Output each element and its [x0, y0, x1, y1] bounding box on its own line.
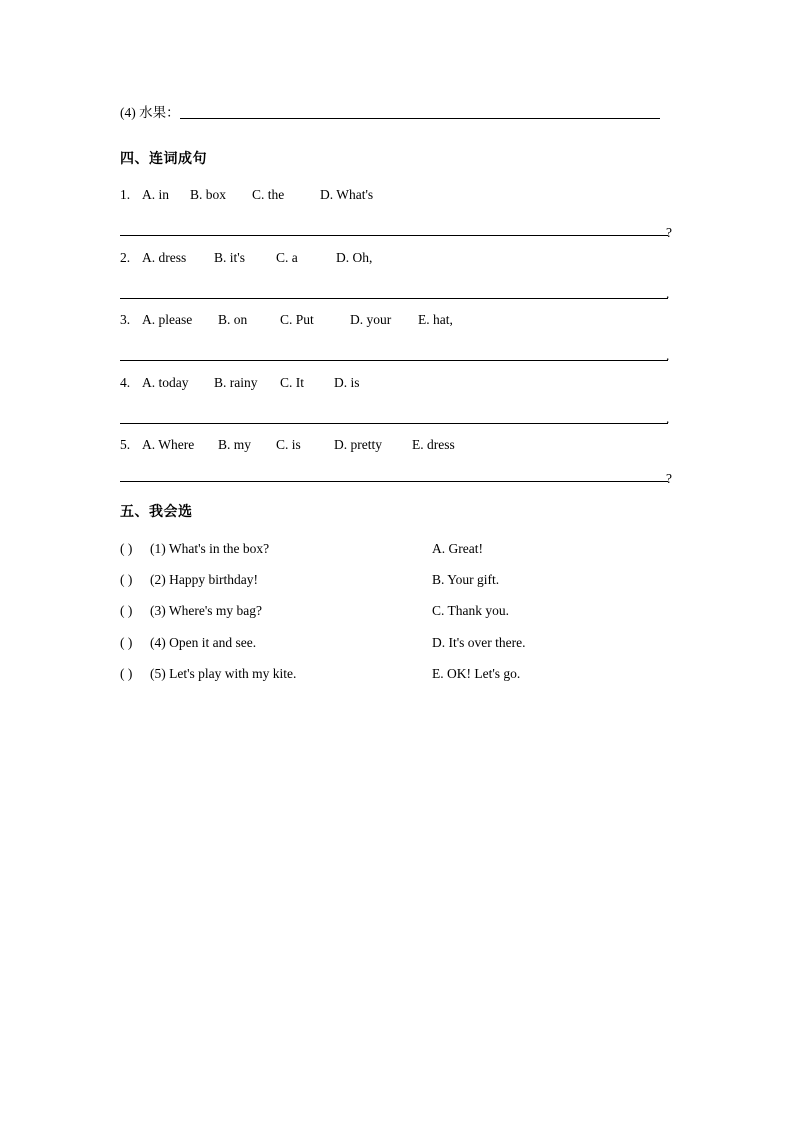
option-e[interactable]: E. hat, [418, 312, 453, 327]
question-2-answer-area[interactable] [120, 284, 676, 302]
question-3-options [120, 311, 676, 329]
fruit-fill-in-item [120, 103, 675, 123]
question-4-number: 4. [120, 375, 131, 390]
question-5-endmark: ? [666, 471, 672, 486]
question-2-options [120, 249, 676, 267]
answer-rule-line [120, 235, 668, 236]
option-e[interactable]: E. dress [412, 437, 455, 452]
answer-rule-line [120, 481, 668, 482]
match-right-text: B. Your gift. [432, 572, 500, 587]
section-4-title: 四、连词成句 [120, 150, 207, 166]
question-2-endmark: . [666, 286, 670, 301]
option-c[interactable]: C. Put [280, 312, 314, 327]
question-3-endmark: . [666, 348, 670, 363]
answer-rule-line [120, 423, 668, 424]
match-right-text: C. Thank you. [432, 603, 509, 618]
option-b[interactable]: B. on [218, 312, 248, 327]
option-a[interactable]: A. please [142, 312, 193, 327]
question-5-number: 5. [120, 437, 131, 452]
fruit-item-number: (4) [120, 105, 136, 120]
option-a[interactable]: A. in [142, 187, 169, 202]
match-row [120, 602, 676, 620]
question-block-1 [120, 186, 676, 239]
question-block-3 [120, 311, 676, 364]
option-c[interactable]: C. the [252, 187, 285, 202]
question-4-answer-area[interactable] [120, 409, 676, 427]
match-left-text: (5) Let's play with my kite. [150, 666, 297, 681]
match-left-text: (4) Open it and see. [150, 635, 257, 650]
question-2-number: 2. [120, 250, 131, 265]
answer-parenthesis[interactable]: ( ) [120, 572, 133, 587]
question-block-5 [120, 436, 676, 485]
fruit-item-blank[interactable] [180, 104, 660, 119]
question-4-endmark: . [666, 411, 670, 426]
option-d[interactable]: D. your [350, 312, 392, 327]
match-left-text: (2) Happy birthday! [150, 572, 258, 587]
option-b[interactable]: B. rainy [214, 375, 258, 390]
option-a[interactable]: A. Where [142, 437, 195, 452]
question-5-options [120, 436, 676, 454]
option-c[interactable]: C. is [276, 437, 301, 452]
question-5-answer-area[interactable] [120, 467, 676, 485]
option-c[interactable]: C. a [276, 250, 298, 265]
option-c[interactable]: C. It [280, 375, 305, 390]
option-b[interactable]: B. it's [214, 250, 245, 265]
match-row [120, 634, 676, 652]
answer-parenthesis[interactable]: ( ) [120, 666, 133, 681]
answer-parenthesis[interactable]: ( ) [120, 541, 133, 556]
match-right-text: D. It's over there. [432, 635, 526, 650]
question-block-2 [120, 249, 676, 302]
fruit-item-label: 水果： [139, 105, 180, 120]
question-1-answer-area[interactable] [120, 221, 676, 239]
option-b[interactable]: B. my [218, 437, 252, 452]
match-row [120, 540, 676, 558]
question-1-endmark: ? [666, 225, 672, 240]
question-block-4 [120, 374, 676, 427]
option-b[interactable]: B. box [190, 187, 227, 202]
question-1-options [120, 186, 676, 204]
option-d[interactable]: D. is [334, 375, 360, 390]
match-row [120, 571, 676, 589]
answer-rule-line [120, 298, 668, 299]
option-d[interactable]: D. What's [320, 187, 374, 202]
match-left-text: (3) Where's my bag? [150, 603, 263, 618]
match-left-text: (1) What's in the box? [150, 541, 270, 556]
answer-parenthesis[interactable]: ( ) [120, 635, 133, 650]
question-4-options [120, 374, 676, 392]
answer-rule-line [120, 360, 668, 361]
match-row [120, 665, 676, 683]
question-3-number: 3. [120, 312, 131, 327]
question-1-number: 1. [120, 187, 131, 202]
option-d[interactable]: D. Oh, [336, 250, 373, 265]
match-right-text: A. Great! [432, 541, 483, 556]
answer-parenthesis[interactable]: ( ) [120, 603, 133, 618]
option-a[interactable]: A. dress [142, 250, 187, 265]
option-a[interactable]: A. today [142, 375, 189, 390]
section-5-title: 五、我会选 [120, 503, 193, 519]
question-3-answer-area[interactable] [120, 346, 676, 364]
match-right-text: E. OK! Let's go. [432, 666, 521, 681]
option-d[interactable]: D. pretty [334, 437, 382, 452]
